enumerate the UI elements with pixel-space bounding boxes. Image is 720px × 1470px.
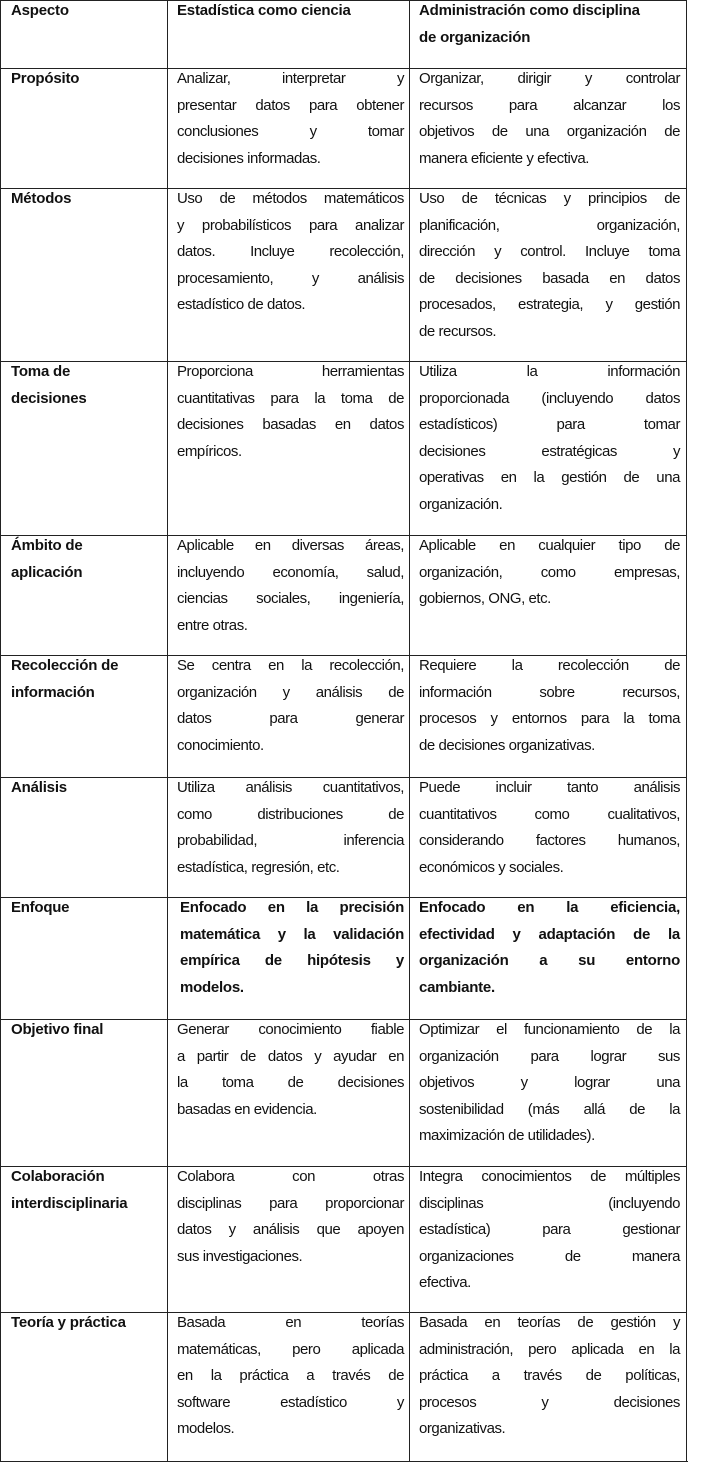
administracion-cell — [409, 189, 687, 362]
text-line: Aspecto — [11, 2, 69, 19]
text-line: ciencias sociales, ingeniería, — [177, 590, 404, 607]
text-line: cuantitativos como cualitativos, — [419, 805, 680, 823]
text-line: basadas en evidencia. — [177, 1100, 317, 1118]
table-row — [0, 777, 687, 898]
aspect-cell — [0, 1020, 167, 1167]
text-line: Utiliza la información — [419, 363, 680, 380]
text-line: Análisis — [11, 779, 67, 796]
text-line: datos y análisis que apoyen — [177, 1221, 404, 1238]
estadistica-cell-text — [177, 1017, 404, 1123]
table-row — [0, 1166, 687, 1313]
text-line: estadístico de datos. — [177, 296, 306, 313]
aspect-cell-text — [11, 775, 161, 802]
aspect-cell — [0, 656, 167, 778]
text-line: administración, pero aplicada en la — [419, 1340, 680, 1358]
aspect-cell — [0, 536, 167, 656]
administracion-cell — [409, 362, 687, 536]
text-line: modelos. — [177, 1420, 235, 1437]
text-line: disciplinas (incluyendo — [419, 1194, 680, 1212]
text-line: Basada en teorías — [177, 1314, 404, 1331]
text-line: información — [11, 683, 95, 701]
text-line: como distribuciones de — [177, 805, 404, 823]
table-row — [0, 1019, 687, 1167]
table-row — [0, 655, 687, 778]
text-line: Optimizar el funcionamiento de la — [419, 1021, 680, 1038]
aspect-cell — [0, 778, 167, 898]
text-line: sus investigaciones. — [177, 1247, 303, 1265]
table-row — [0, 535, 687, 656]
text-line: Recolección de — [11, 657, 119, 674]
text-line: Enfoque — [11, 899, 70, 916]
text-line: Puede incluir tanto análisis — [419, 779, 680, 796]
aspect-cell-text — [11, 1164, 161, 1217]
table-row — [0, 188, 687, 362]
text-line: sostenibilidad (más allá de la — [419, 1100, 680, 1118]
estadistica-cell — [167, 1313, 409, 1462]
text-line: entre otras. — [177, 616, 248, 634]
aspect-cell — [0, 69, 167, 189]
text-line: organizativas. — [419, 1420, 506, 1437]
text-line: Teoría y práctica — [11, 1314, 126, 1331]
aspect-cell-text — [11, 1017, 161, 1044]
administracion-cell — [409, 536, 687, 656]
text-line: de decisiones basada en datos — [419, 269, 680, 287]
header-estadistica-text — [177, 0, 404, 25]
administracion-cell — [409, 1020, 687, 1167]
text-line: presentar datos para obtener — [177, 96, 404, 114]
estadistica-cell — [167, 536, 409, 656]
estadistica-cell-text — [177, 1164, 404, 1270]
text-line: Toma de — [11, 363, 71, 380]
text-line: proporcionada (incluyendo datos — [419, 389, 680, 407]
administracion-cell-text — [419, 775, 680, 881]
text-line: organización a su entorno — [419, 952, 680, 969]
text-line: de decisiones organizativas. — [419, 736, 595, 754]
aspect-cell — [0, 189, 167, 362]
estadistica-cell-text — [177, 66, 404, 172]
text-line: Aplicable en diversas áreas, — [177, 537, 404, 554]
text-line: Colabora con otras — [177, 1168, 404, 1185]
administracion-cell — [409, 69, 687, 189]
table-row — [0, 68, 687, 189]
estadistica-cell-text — [180, 895, 404, 1001]
text-line: Ámbito de — [11, 537, 83, 554]
estadistica-cell — [167, 69, 409, 189]
header-administracion — [409, 1, 687, 69]
text-line: datos. Incluye recolección, — [177, 243, 404, 260]
text-line: organizaciones de manera — [419, 1247, 680, 1265]
text-line: procesamiento, y análisis — [177, 269, 404, 287]
text-line: manera eficiente y efectiva. — [419, 149, 589, 167]
administracion-cell — [409, 1313, 687, 1462]
estadistica-cell — [167, 898, 409, 1020]
estadistica-cell — [167, 362, 409, 536]
text-line: procesos y decisiones — [419, 1393, 680, 1411]
text-line: Uso de técnicas y principios de — [419, 190, 680, 207]
text-line: Enfocado en la eficiencia, — [419, 899, 680, 916]
text-line: organización y análisis de — [177, 683, 404, 701]
text-line: cambiante. — [419, 978, 495, 996]
text-line: decisiones estratégicas y — [419, 442, 680, 460]
text-line: Colaboración — [11, 1168, 105, 1185]
text-line: efectividad y adaptación de la — [419, 925, 680, 943]
header-estadistica — [167, 1, 409, 69]
text-line: información sobre recursos, — [419, 683, 680, 701]
text-line: de organización — [419, 28, 531, 46]
text-line: objetivos de una organización de — [419, 123, 680, 140]
text-line: gobiernos, ONG, etc. — [419, 590, 551, 607]
estadistica-cell-text — [177, 1310, 404, 1443]
text-line: probabilidad, inferencia — [177, 832, 404, 849]
text-line: considerando factores humanos, — [419, 832, 680, 849]
text-line: Estadística como ciencia — [177, 2, 351, 19]
text-line: la toma de decisiones — [177, 1074, 404, 1091]
text-line: datos para generar — [177, 710, 404, 727]
text-line: Administración como disciplina — [419, 2, 640, 19]
administracion-cell-text — [419, 186, 680, 345]
administracion-cell — [409, 1167, 687, 1313]
administracion-cell — [409, 778, 687, 898]
text-line: Requiere la recolección de — [419, 657, 680, 674]
table-row — [0, 1312, 687, 1462]
aspect-cell-text — [11, 186, 161, 213]
estadistica-cell — [167, 1020, 409, 1167]
aspect-cell — [0, 1313, 167, 1462]
text-line: decisiones — [11, 389, 87, 407]
text-line: estadística) para gestionar — [419, 1221, 680, 1238]
text-line: organización. — [419, 495, 503, 513]
text-line: conocimiento. — [177, 736, 264, 754]
text-line: Proporciona herramientas — [177, 363, 404, 380]
header-aspecto — [0, 1, 167, 69]
aspect-cell-text — [11, 533, 161, 586]
text-line: de recursos. — [419, 322, 497, 340]
administracion-cell-text — [419, 895, 680, 1001]
aspect-cell-text — [11, 653, 161, 706]
text-line: económicos y sociales. — [419, 858, 564, 876]
text-line: interdisciplinaria — [11, 1194, 128, 1212]
text-line: modelos. — [180, 978, 244, 996]
text-line: procesos y entornos para la toma — [419, 710, 680, 727]
estadistica-cell-text — [177, 533, 404, 639]
text-line: Se centra en la recolección, — [177, 657, 404, 674]
estadistica-cell-text — [177, 186, 404, 319]
table-row — [0, 361, 687, 536]
text-line: organización para lograr sus — [419, 1047, 680, 1065]
aspect-cell — [0, 362, 167, 536]
table-bottom-border — [0, 1461, 688, 1462]
text-line: estadística, regresión, etc. — [177, 858, 340, 876]
text-line: Organizar, dirigir y controlar — [419, 70, 680, 87]
text-line: Utiliza análisis cuantitativos, — [177, 779, 404, 796]
text-line: operativas en la gestión de una — [419, 469, 680, 486]
text-line: organización, como empresas, — [419, 563, 680, 581]
text-line: maximización de utilidades). — [419, 1127, 595, 1144]
text-line: y probabilísticos para analizar — [177, 216, 404, 234]
estadistica-cell-text — [177, 653, 404, 759]
estadistica-cell — [167, 189, 409, 362]
administracion-cell-text — [419, 1164, 680, 1297]
administracion-cell-text — [419, 533, 680, 613]
aspect-cell-text — [11, 359, 161, 412]
text-line: Basada en teorías de gestión y — [419, 1314, 680, 1331]
administracion-cell-text — [419, 66, 680, 172]
text-line: Generar conocimiento fiable — [177, 1021, 404, 1038]
text-line: objetivos y lograr una — [419, 1074, 680, 1091]
estadistica-cell-text — [177, 359, 404, 465]
aspect-cell-text — [11, 66, 161, 93]
text-line: Uso de métodos matemáticos — [177, 190, 404, 207]
text-line: recursos para alcanzar los — [419, 96, 680, 114]
text-line: procesados, estrategia, y gestión — [419, 296, 680, 313]
aspect-cell-text — [11, 1310, 161, 1337]
administracion-cell-text — [419, 359, 680, 518]
text-line: disciplinas para proporcionar — [177, 1194, 404, 1212]
administracion-cell-text — [419, 1017, 680, 1150]
header-administracion-text — [419, 0, 680, 51]
aspect-cell-text — [11, 895, 161, 922]
administracion-cell — [409, 898, 687, 1020]
text-line: Objetivo final — [11, 1021, 104, 1038]
administracion-cell-text — [419, 653, 680, 759]
text-line: decisiones basadas en datos — [177, 416, 404, 433]
text-line: empírica de hipótesis y — [180, 952, 404, 969]
aspect-cell — [0, 898, 167, 1020]
text-line: Enfocado en la precisión — [180, 899, 404, 916]
text-line: en la práctica a través de — [177, 1367, 404, 1384]
estadistica-cell-text — [177, 775, 404, 881]
text-line: práctica a través de políticas, — [419, 1367, 680, 1384]
text-line: cuantitativas para la toma de — [177, 389, 404, 407]
text-line: matemáticas, pero aplicada — [177, 1340, 404, 1358]
administracion-cell — [409, 656, 687, 778]
text-line: Propósito — [11, 70, 80, 87]
text-line: conclusiones y tomar — [177, 123, 404, 140]
header-aspecto-text — [11, 0, 161, 25]
text-line: Integra conocimientos de múltiples — [419, 1168, 680, 1185]
text-line: decisiones informadas. — [177, 149, 321, 167]
text-line: empíricos. — [177, 442, 242, 460]
text-line: planificación, organización, — [419, 216, 680, 234]
text-line: software estadístico y — [177, 1393, 404, 1411]
text-line: Métodos — [11, 190, 72, 207]
table-header-row — [0, 0, 687, 69]
text-line: aplicación — [11, 563, 83, 581]
text-line: incluyendo economía, salud, — [177, 563, 404, 581]
estadistica-cell — [167, 656, 409, 778]
text-line: matemática y la validación — [180, 925, 404, 943]
estadistica-cell — [167, 778, 409, 898]
text-line: dirección y control. Incluye toma — [419, 243, 680, 260]
text-line: Analizar, interpretar y — [177, 70, 404, 87]
text-line: Aplicable en cualquier tipo de — [419, 537, 680, 554]
table-row — [0, 897, 687, 1020]
text-line: efectiva. — [419, 1274, 471, 1291]
administracion-cell-text — [419, 1310, 680, 1443]
estadistica-cell — [167, 1167, 409, 1313]
text-line: a partir de datos y ayudar en — [177, 1047, 404, 1065]
text-line: estadísticos) para tomar — [419, 416, 680, 433]
aspect-cell — [0, 1167, 167, 1313]
